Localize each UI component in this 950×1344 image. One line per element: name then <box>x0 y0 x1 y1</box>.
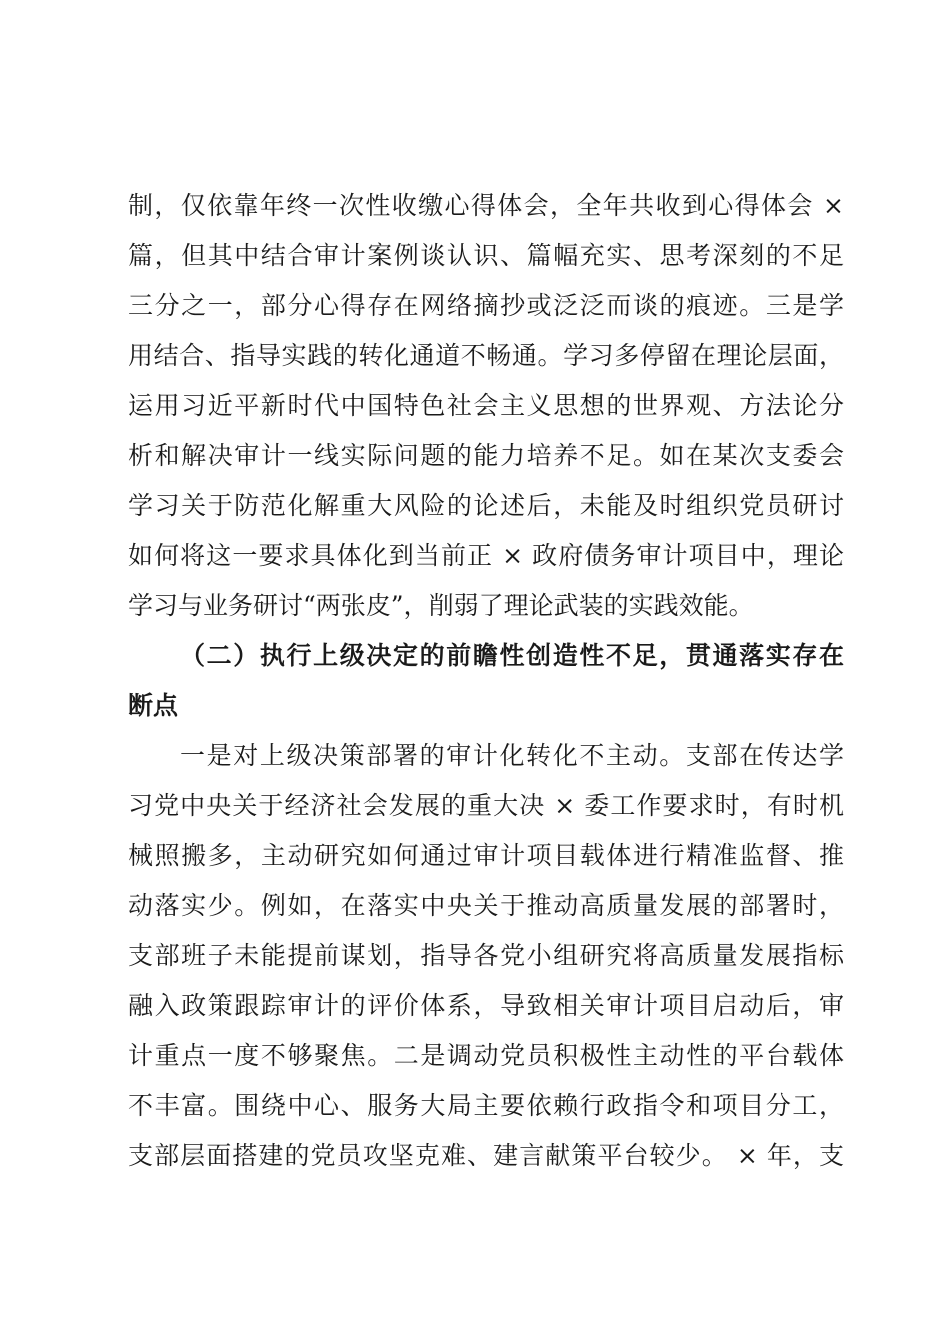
text-line: 篇，但其中结合审计案例谈认识、篇幅充实、思考深刻的不足 <box>128 241 844 270</box>
text-line: 动落实少。例如，在落实中央关于推动高质量发展的部署时， <box>128 891 844 920</box>
text-line: 三分之一，部分心得存在网络摘抄或泛泛而谈的痕迹。三是学 <box>128 291 844 320</box>
text-line: 如何将这一要求具体化到当前正 × 政府债务审计项目中，理论 <box>128 541 844 570</box>
text-line: 学习与业务研讨“两张皮”，削弱了理论武装的实践效能。 <box>128 591 754 620</box>
text-line: 析和解决审计一线实际问题的能力培养不足。如在某次支委会 <box>128 441 844 470</box>
text-line: 学习关于防范化解重大风险的论述后，未能及时组织党员研讨 <box>128 491 844 520</box>
text-line: 用结合、指导实践的转化通道不畅通。学习多停留在理论层面， <box>128 341 844 370</box>
text-line: 械照搬多，主动研究如何通过审计项目载体进行精准监督、推 <box>128 841 844 870</box>
heading-line: 断点 <box>128 691 179 720</box>
text-line: 一是对上级决策部署的审计化转化不主动。支部在传达学 <box>180 741 844 770</box>
text-line: 支部班子未能提前谋划，指导各党小组研究将高质量发展指标 <box>128 941 844 970</box>
text-line: 制，仅依靠年终一次性收缴心得体会，全年共收到心得体会 × <box>128 191 844 220</box>
heading-line: （二）执行上级决定的前瞻性创造性不足，贯通落实存在 <box>180 641 844 670</box>
text-line: 运用习近平新时代中国特色社会主义思想的世界观、方法论分 <box>128 391 844 420</box>
text-line: 习党中央关于经济社会发展的重大决 × 委工作要求时，有时机 <box>128 791 844 820</box>
text-line: 计重点一度不够聚焦。二是调动党员积极性主动性的平台载体 <box>128 1041 844 1070</box>
text-line: 支部层面搭建的党员攻坚克难、建言献策平台较少。 × 年，支 <box>128 1141 844 1170</box>
text-line: 不丰富。围绕中心、服务大局主要依赖行政指令和项目分工， <box>128 1091 844 1120</box>
text-line: 融入政策跟踪审计的评价体系，导致相关审计项目启动后，审 <box>128 991 844 1020</box>
